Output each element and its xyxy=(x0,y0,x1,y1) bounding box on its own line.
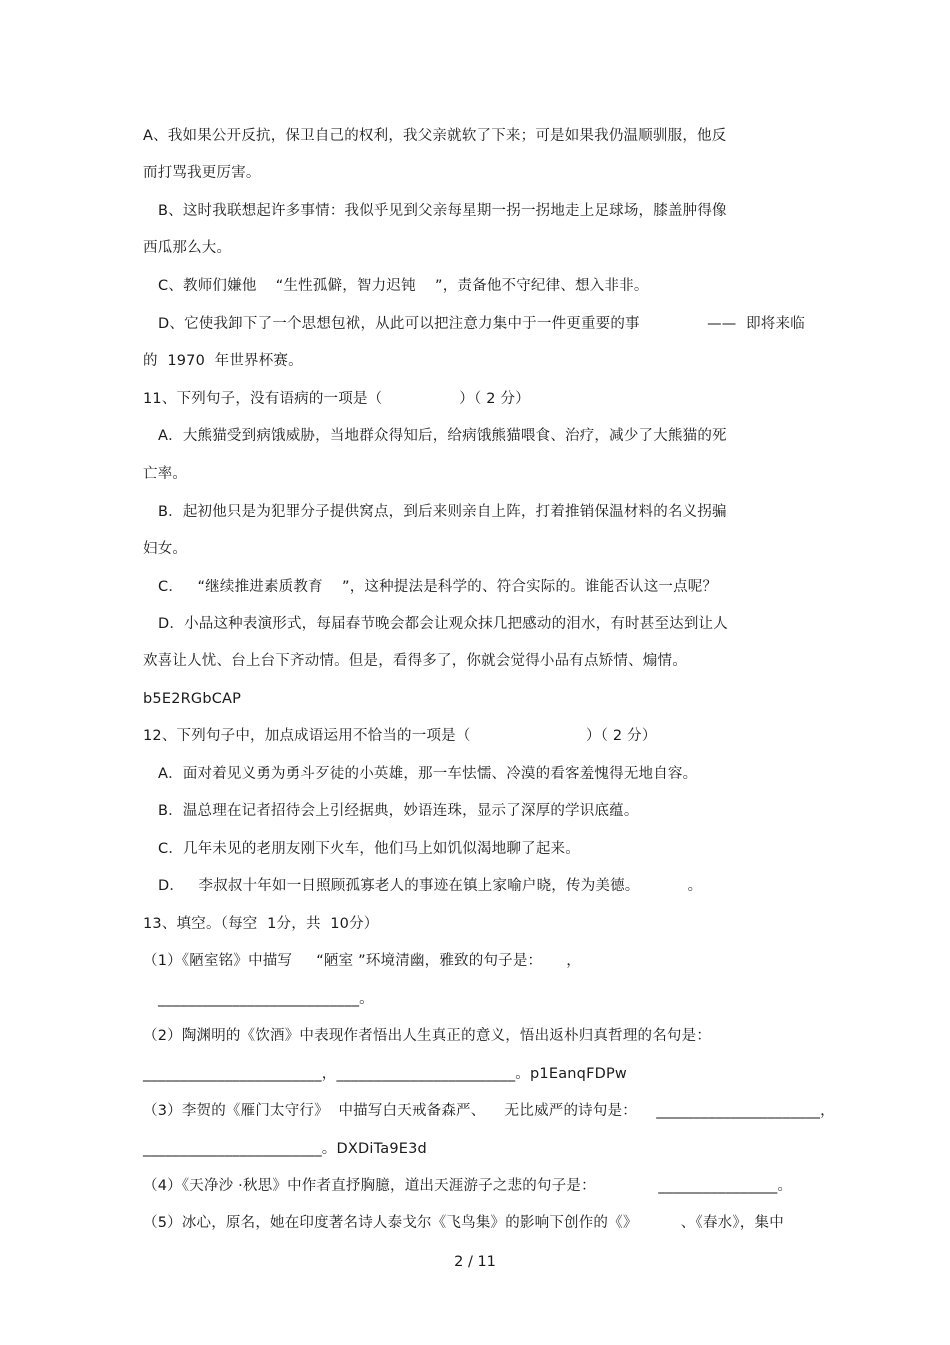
text-line: D、它使我卸下了一个思想包袱，从此可以把注意力集中于一件更重要的事 —— 即将来临 xyxy=(158,316,805,332)
question-13-heading: 13、填空。（每空 1分，共 10分） xyxy=(143,916,379,932)
text-line: （3）李贺的《雁门太守行》 中描写白天戒备森严、 无比威严的诗句是： ______________________， xyxy=(143,1103,835,1119)
text-line: 西瓜那么大。 xyxy=(143,240,232,256)
text-line: C．几年未见的老朋友刚下火车，他们马上如饥似渴地聊了起来。 xyxy=(158,841,580,857)
text-line: 的 1970 年世界杯赛。 xyxy=(143,353,303,369)
text-line: C． “继续推进素质教育 ”，这种提法是科学的、符合实际的。谁能否认这一点呢？ xyxy=(158,579,718,595)
fill-blank-line: ________________________，________________________。p1EanqFDPw xyxy=(143,1066,627,1082)
text-line: 而打骂我更厉害。 xyxy=(143,165,261,181)
question-11-heading: 11、下列句子，没有语病的一项是（ ）（ 2 分） xyxy=(143,391,530,407)
text-line: A．大熊猫受到病饿威胁，当地群众得知后，给病饿熊猫喂食、治疗，减少了大熊猫的死 xyxy=(158,428,727,444)
text-line: A．面对着见义勇为勇斗歹徒的小英雄，那一车怯懦、冷漠的看客羞愧得无地自容。 xyxy=(158,766,698,782)
fill-blank-line: ___________________________。 xyxy=(158,991,374,1007)
text-line: B．温总理在记者招待会上引经据典，妙语连珠，显示了深厚的学识底蕴。 xyxy=(158,803,639,819)
text-line: （1）《陋室铭》中描写 “陋室 ”环境清幽，雅致的句子是： ， xyxy=(143,953,581,969)
text-line: D． 李叔叔十年如一日照顾孤寡老人的事迹在镇上家喻户晓，传为美德。 。 xyxy=(158,878,703,894)
text-line: B．起初他只是为犯罪分子提供窝点，到后来则亲自上阵，打着推销保温材料的名义拐骗 xyxy=(158,504,727,520)
question-12-heading: 12、下列句子中，加点成语运用不恰当的一项是（ ）（ 2 分） xyxy=(143,728,657,744)
text-line: 妇女。 xyxy=(143,541,188,557)
text-line: （5）冰心，原名，她在印度著名诗人泰戈尔《飞鸟集》的影响下创作的《》 、《春水》，集中 xyxy=(143,1215,784,1231)
text-line: （2）陶渊明的《饮酒》中表现作者悟出人生真正的意义，悟出返朴归真哲理的名句是： xyxy=(143,1028,712,1044)
text-line: （4）《天净沙 ·秋思》中作者直抒胸臆，道出天涯游子之悲的句子是： ________________。 xyxy=(143,1178,793,1194)
text-line: C、教师们嫌他 “生性孤僻，智力迟钝 ”，责备他不守纪律、想入非非。 xyxy=(158,278,649,294)
text-line: 欢喜让人忧、台上台下齐动情。但是，看得多了，你就会觉得小品有点矫情、煽情。 xyxy=(143,653,687,669)
text-line: 亡率。 xyxy=(143,466,188,482)
text-line: B、这时我联想起许多事情：我似乎见到父亲每星期一拐一拐地走上足球场，膝盖肿得像 xyxy=(158,203,727,219)
page-number: 2 / 11 xyxy=(454,1254,496,1270)
fill-blank-line: ________________________。DXDiTa9E3d xyxy=(143,1141,427,1157)
text-line: b5E2RGbCAP xyxy=(143,691,242,707)
text-line: A、我如果公开反抗，保卫自己的权利，我父亲就软了下来；可是如果我仍温顺驯服，他反 xyxy=(143,128,727,144)
text-line: D．小品这种表演形式，每届春节晚会都会让观众抹几把感动的泪水，有时甚至达到让人 xyxy=(158,616,728,632)
